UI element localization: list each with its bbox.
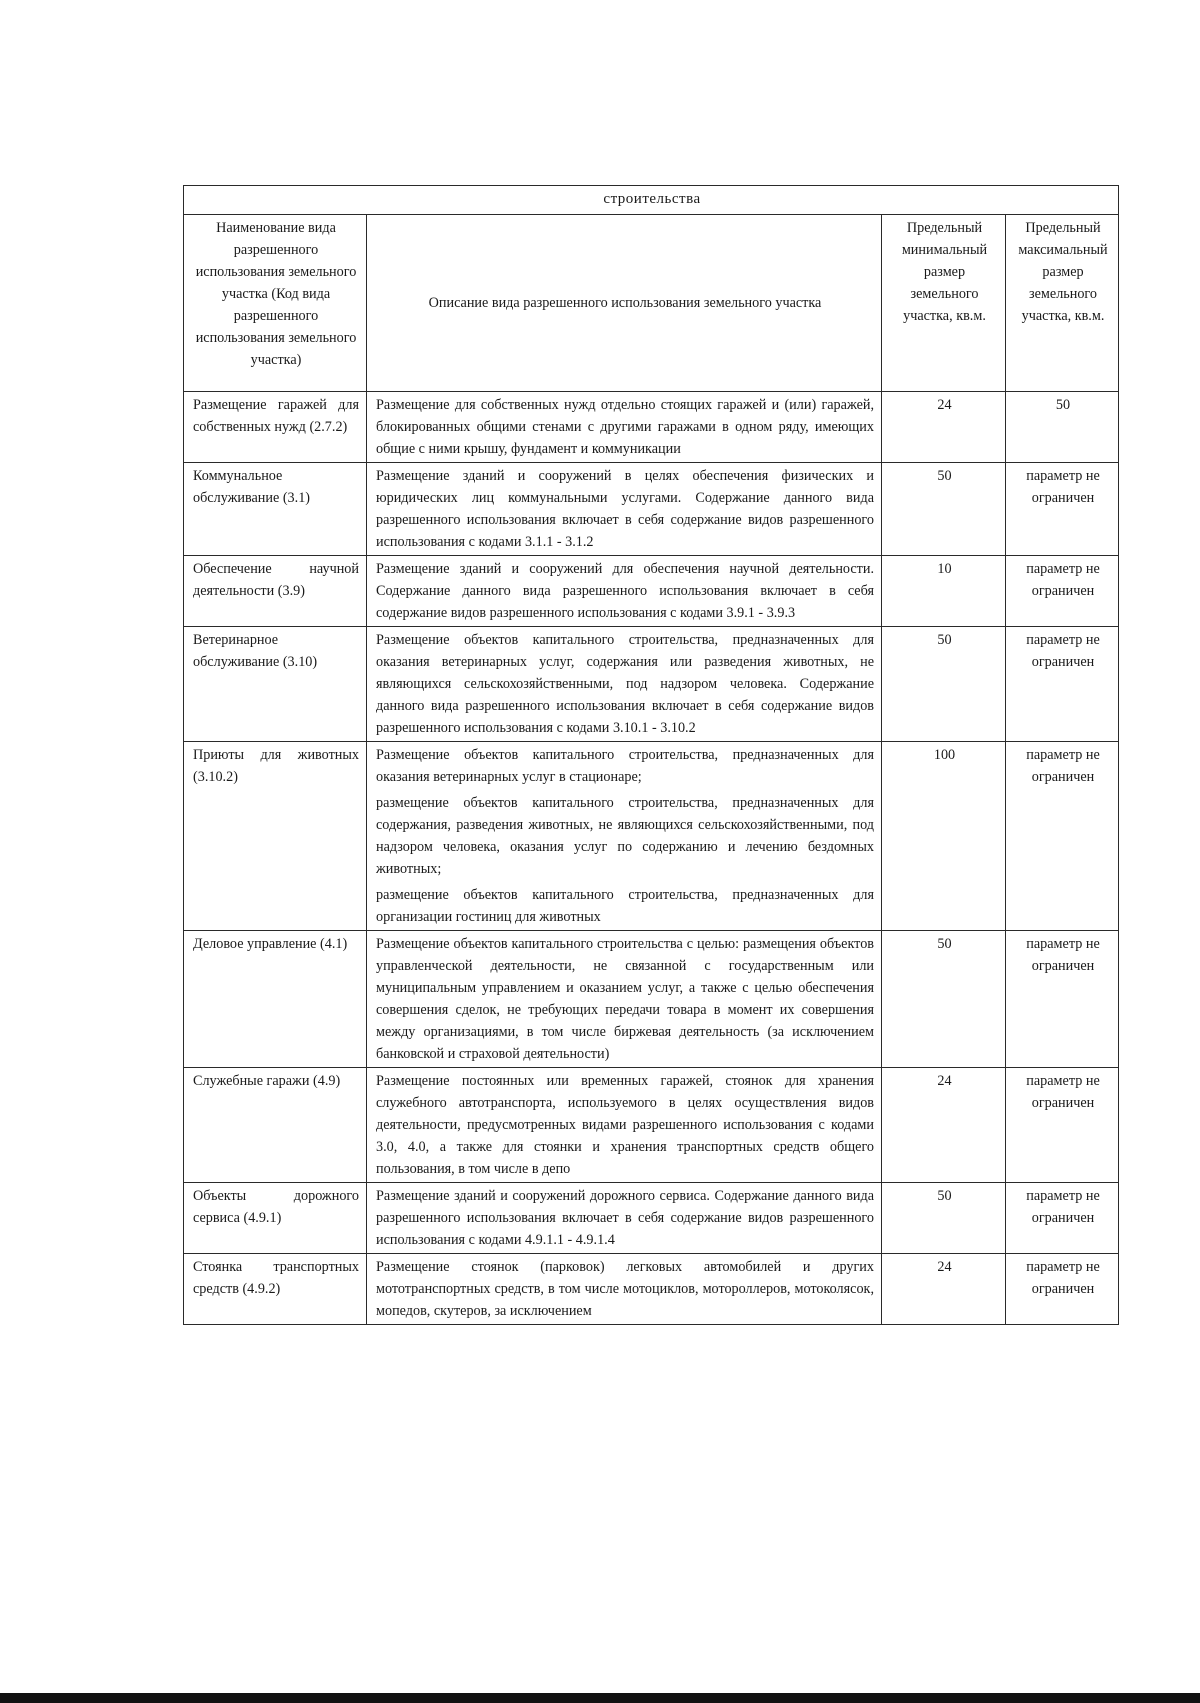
use-type-description bbox=[367, 1183, 882, 1254]
description-paragraph: Размещение зданий и сооружений в целях обеспечения физических и юридических лиц коммунальными услугами. Содержание данного вида разрешенного использования включает в себя содержание видов разрешенного использования с кодами 3.1.1 - 3.1.2 bbox=[376, 468, 874, 550]
description-paragraph: Размещение объектов капитального строительства, предназначенных для оказания ветеринарных услуг, содержания или разведения животных, не являющихся сельскохозяйственными, под надзором человека. Содержание данного вида разрешенного использования включает в себя содержание видов разрешенного использования с кодами 3.10.1 - 3.10.2 bbox=[376, 632, 874, 736]
table-row bbox=[184, 556, 1119, 627]
max-size-value: параметр не ограничен bbox=[1006, 742, 1119, 931]
min-size-value: 50 bbox=[882, 463, 1006, 556]
use-type-name: Служебные гаражи (4.9) bbox=[184, 1068, 367, 1183]
max-size-value: параметр не ограничен bbox=[1006, 931, 1119, 1068]
description-paragraph: Размещение объектов капитального строительства с целью: размещения объектов управленческой деятельности, не связанной с государственным или муниципальным управлением и оказанием услуг, а также с целью обеспечения совершения сделок, не требующих передачи товара в момент их совершения между организациями, в том числе биржевая деятельность (за исключением банковской и страховой деятельности) bbox=[376, 936, 874, 1062]
table-row bbox=[184, 463, 1119, 556]
max-size-value: параметр не ограничен bbox=[1006, 1183, 1119, 1254]
use-type-name: Деловое управление (4.1) bbox=[184, 931, 367, 1068]
table-row bbox=[184, 931, 1119, 1068]
table-row bbox=[184, 742, 1119, 931]
description-paragraph: размещение объектов капитального строительства, предназначенных для организации гостиниц для животных bbox=[376, 887, 874, 925]
min-size-value: 50 bbox=[882, 1183, 1006, 1254]
use-type-name: Обеспечение научной деятельности (3.9) bbox=[184, 556, 367, 627]
table-row bbox=[184, 627, 1119, 742]
use-type-name: Приюты для животных (3.10.2) bbox=[184, 742, 367, 931]
use-type-description bbox=[367, 556, 882, 627]
use-type-description bbox=[367, 627, 882, 742]
use-type-name: Коммунальное обслуживание (3.1) bbox=[184, 463, 367, 556]
use-type-name: Размещение гаражей для собственных нужд (2.7.2) bbox=[184, 392, 367, 463]
use-type-description bbox=[367, 1068, 882, 1183]
description-paragraph: размещение объектов капитального строительства, предназначенных для содержания, разведения животных, не являющихся сельскохозяйственными, под надзором человека, оказания услуг по содержанию и лечению бездомных животных; bbox=[376, 795, 874, 877]
max-size-value: параметр не ограничен bbox=[1006, 1254, 1119, 1325]
min-size-value: 50 bbox=[882, 931, 1006, 1068]
max-size-value: параметр не ограничен bbox=[1006, 556, 1119, 627]
header-row bbox=[184, 215, 1119, 392]
description-paragraph: Размещение зданий и сооружений для обеспечения научной деятельности. Содержание данного вида разрешенного использования включает в себя содержание видов разрешенного использования с кодами 3.9.1 - 3.9.3 bbox=[376, 561, 874, 621]
description-paragraph: Размещение объектов капитального строительства, предназначенных для оказания ветеринарных услуг в стационаре; bbox=[376, 747, 874, 785]
header-description: Описание вида разрешенного использования земельного участка bbox=[367, 215, 882, 392]
table-row bbox=[184, 392, 1119, 463]
min-size-value: 100 bbox=[882, 742, 1006, 931]
scan-edge-bar bbox=[0, 1693, 1200, 1703]
section-title-row bbox=[184, 186, 1119, 215]
max-size-value: параметр не ограничен bbox=[1006, 463, 1119, 556]
table-row bbox=[184, 1254, 1119, 1325]
use-type-name: Объекты дорожного сервиса (4.9.1) bbox=[184, 1183, 367, 1254]
max-size-value: параметр не ограничен bbox=[1006, 627, 1119, 742]
land-use-table bbox=[183, 185, 1119, 1325]
use-type-description bbox=[367, 931, 882, 1068]
description-paragraph: Размещение стоянок (парковок) легковых автомобилей и других мототранспортных средств, в том числе мотоциклов, мотороллеров, мотоколясок, мопедов, скутеров, за исключением bbox=[376, 1259, 874, 1319]
use-type-name: Ветеринарное обслуживание (3.10) bbox=[184, 627, 367, 742]
use-type-description bbox=[367, 1254, 882, 1325]
description-paragraph: Размещение для собственных нужд отдельно стоящих гаражей и (или) гаражей, блокированных общими стенами с другими гаражами в одном ряду, имеющих общие с ними крышу, фундамент и коммуникации bbox=[376, 397, 874, 457]
use-type-description bbox=[367, 742, 882, 931]
description-paragraph: Размещение постоянных или временных гаражей, стоянок для хранения служебного автотранспорта, используемого в целях осуществления видов деятельности, предусмотренных видами разрешенного использования с кодами 3.0, 4.0, а также для стоянки и хранения транспортных средств общего пользования, в том числе в депо bbox=[376, 1073, 874, 1177]
document-page bbox=[183, 185, 1118, 1325]
min-size-value: 10 bbox=[882, 556, 1006, 627]
min-size-value: 24 bbox=[882, 392, 1006, 463]
use-type-description bbox=[367, 463, 882, 556]
min-size-value: 50 bbox=[882, 627, 1006, 742]
max-size-value: 50 bbox=[1006, 392, 1119, 463]
min-size-value: 24 bbox=[882, 1068, 1006, 1183]
use-type-description bbox=[367, 392, 882, 463]
section-title: строительства bbox=[184, 186, 1119, 215]
use-type-name: Стоянка транспортных средств (4.9.2) bbox=[184, 1254, 367, 1325]
header-name: Наименование вида разрешенного использования земельного участка (Код вида разрешенного использования земельного участка) bbox=[184, 215, 367, 392]
table-row bbox=[184, 1183, 1119, 1254]
max-size-value: параметр не ограничен bbox=[1006, 1068, 1119, 1183]
description-paragraph: Размещение зданий и сооружений дорожного сервиса. Содержание данного вида разрешенного использования включает в себя содержание видов разрешенного использования с кодами 4.9.1.1 - 4.9.1.4 bbox=[376, 1188, 874, 1248]
header-max-size: Предельный максимальный размер земельного участка, кв.м. bbox=[1006, 215, 1119, 392]
header-min-size: Предельный минимальный размер земельного участка, кв.м. bbox=[882, 215, 1006, 392]
table-row bbox=[184, 1068, 1119, 1183]
min-size-value: 24 bbox=[882, 1254, 1006, 1325]
